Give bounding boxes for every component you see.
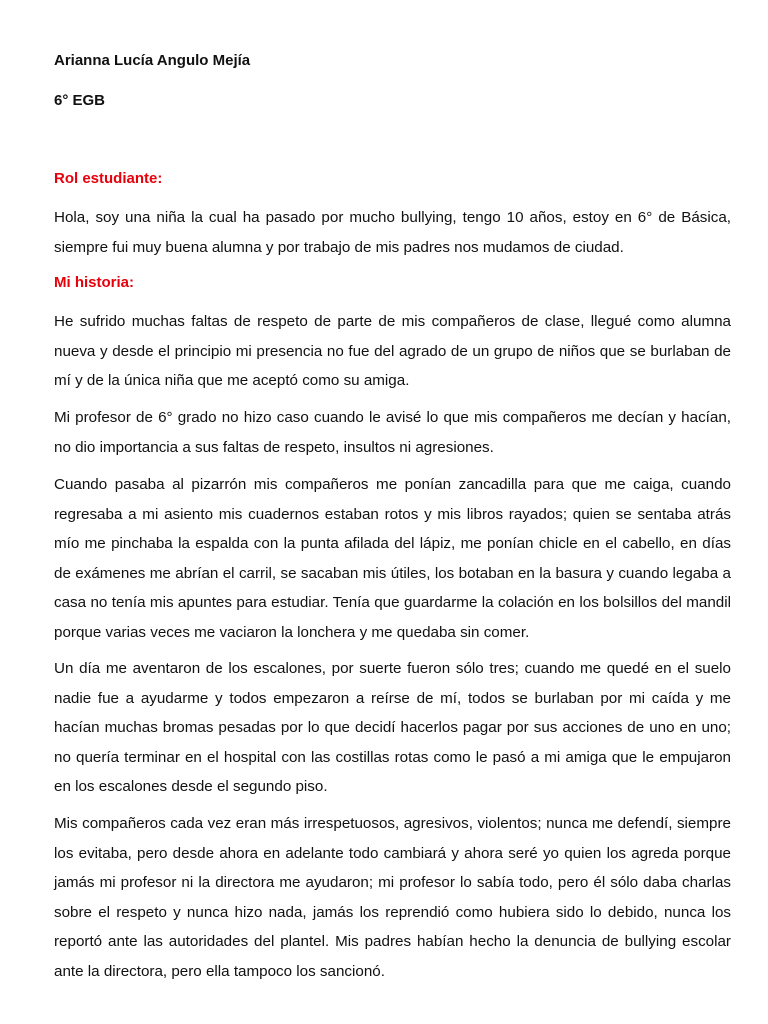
paragraph-story-1: He sufrido muchas faltas de respeto de parte de mis compañeros de clase, llegué como alumna nueva y desde el principio mi presencia no fue del agrado de un grupo de niños que se burlaban de mí y de la única niña que me aceptó como su amiga. <box>54 313 731 390</box>
paragraph-introduction: Hola, soy una niña la cual ha pasado por mucho bullying, tengo 10 años, estoy en 6° de Básica, siempre fui muy buena alumna y por trabajo de mis padres nos mudamos de ciudad. <box>54 209 731 256</box>
paragraph-story-3: Cuando pasaba al pizarrón mis compañeros me ponían zancadilla para que me caiga, cuando regresaba a mi asiento mis cuadernos estaban rotos y mis libros rayados; quien se sentaba atrás mío me pinchaba la espalda con la punta afilada del lápiz, me ponían chicle en el cabello, en días de exámenes me abrían el carril, se sacaban mis útiles, los botaban en la basura y cuando legaba a casa no tenía mis apuntes para estudiar. Tenía que guardarme la colación en los bolsillos del mandil porque varias veces me vaciaron la lonchera y me quedaba sin comer. <box>54 476 731 641</box>
paragraph-story-4: Un día me aventaron de los escalones, por suerte fueron sólo tres; cuando me quedé en el suelo nadie fue a ayudarme y todos empezaron a reírse de mí, todos se burlaban por mi caída y me hacían muchas bromas pesadas por lo que decidí hacerlos pagar por sus acciones de uno en uno; no quería terminar en el hospital con las costillas rotas como le pasó a mi amiga que le empujaron en los escalones desde el segundo piso. <box>54 660 731 796</box>
paragraph-story-5: Mis compañeros cada vez eran más irrespetuosos, agresivos, violentos; nunca me defendí, siempre los evitaba, pero desde ahora en adelante todo cambiará y ahora seré yo quien los agreda porque jamás mi profesor ni la directora me ayudaron; mi profesor lo sabía todo, pero él sólo daba charlas sobre el respeto y nunca hizo nada, jamás los reprendió como hubiera sido lo debido, nunca los reportó ante las autoridades del plantel. Mis padres habían hecho la denuncia de bullying escolar ante la directora, pero ella tampoco los sancionó. <box>54 815 731 980</box>
student-name: Arianna Lucía Angulo Mejía <box>54 52 251 69</box>
section-heading-mi-historia: Mi historia: <box>54 274 135 291</box>
paragraph-story-2: Mi profesor de 6° grado no hizo caso cuando le avisé lo que mis compañeros me decían y hacían, no dio importancia a sus faltas de respeto, insultos ni agresiones. <box>54 409 731 456</box>
grade-label: 6° EGB <box>54 92 106 109</box>
section-heading-rol-estudiante: Rol estudiante: <box>54 170 163 187</box>
